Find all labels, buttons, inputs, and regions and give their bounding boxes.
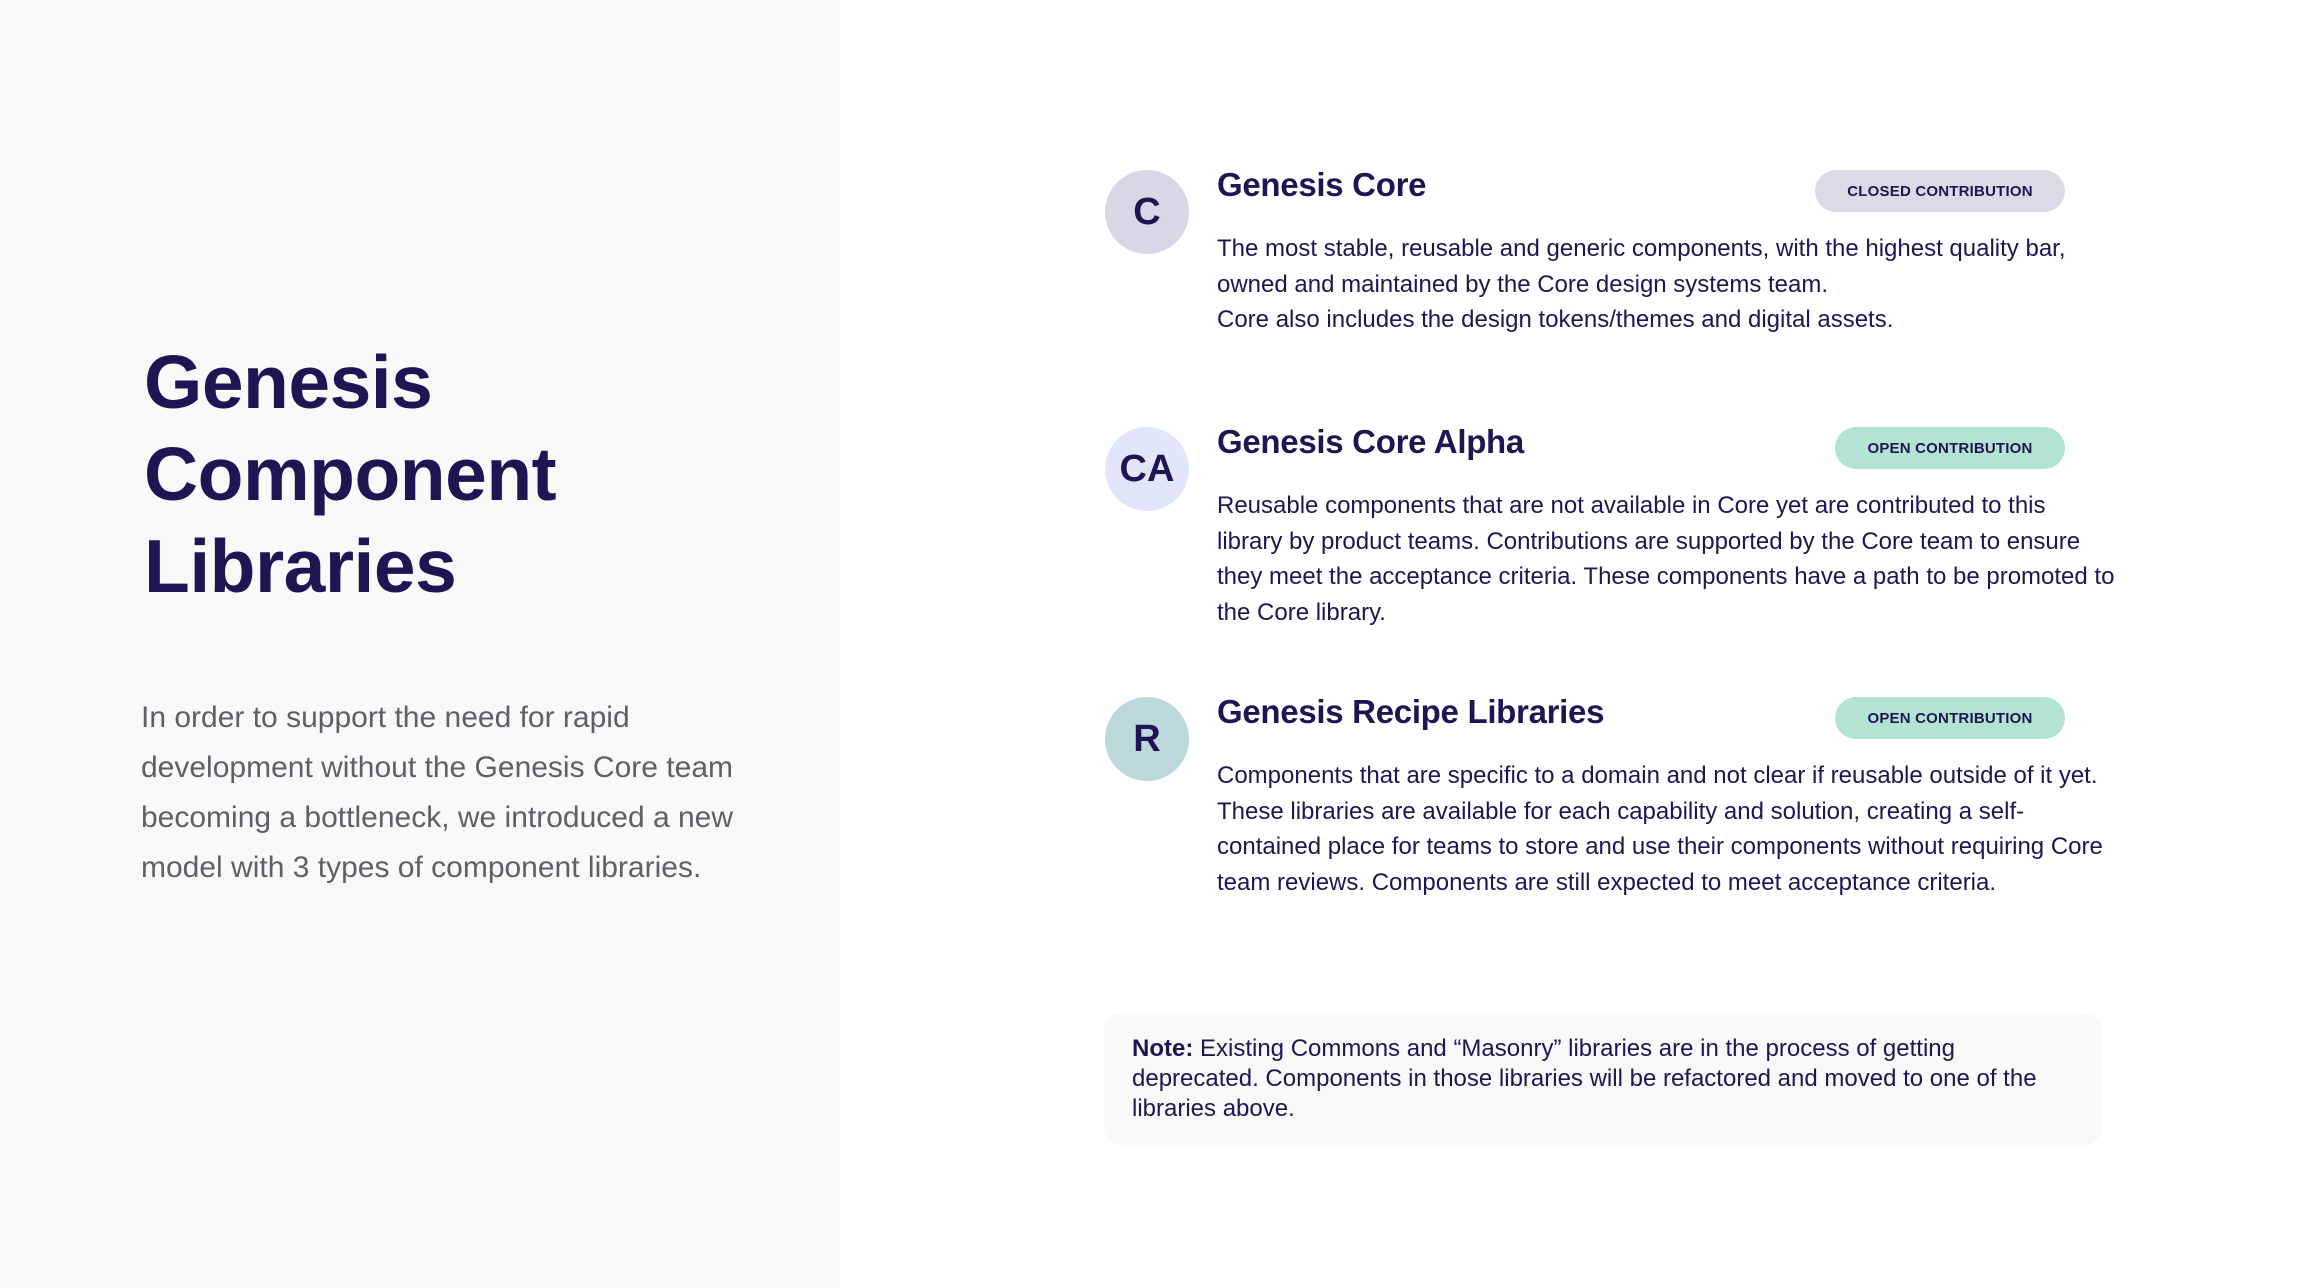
library-description [1217,231,2117,338]
note-box [1104,1013,2102,1145]
title-line-2: Component [144,432,557,516]
contribution-badge: OPEN CONTRIBUTION [1835,697,2065,739]
library-title: Genesis Recipe Libraries [1217,693,1605,730]
avatar-initials: R [1133,717,1161,760]
library-genesis-core-alpha [1105,423,2115,627]
contribution-badge: CLOSED CONTRIBUTION [1815,170,2065,212]
library-genesis-recipe [1105,693,2105,937]
description-line: The most stable, reusable and generic components, with the highest quality bar, owned and maintained by the Core design systems team. [1217,235,2066,298]
avatar-initials: CA [1119,447,1175,490]
library-title: Genesis Core [1217,166,1427,203]
avatar-core [1105,170,1189,254]
page-title [144,336,784,612]
note-label: Note: [1132,1035,1194,1062]
avatar-initials: C [1133,190,1161,233]
avatar-recipe [1105,697,1189,781]
contribution-badge: OPEN CONTRIBUTION [1835,427,2065,469]
note-body: Existing Commons and “Masonry” libraries are in the process of getting deprecated. Components in those libraries will be refactored and moved to one of the libraries above. [1132,1035,2037,1122]
title-line-1: Genesis [144,340,433,424]
intro-paragraph: In order to support the need for rapid development without the Genesis Core team becoming a bottleneck, we introduced a new model with 3 types of component libraries. [141,701,734,884]
description-line: Components that are specific to a domain and not clear if reusable outside of it yet. These libraries are available for each capability and solution, creating a self-contained place for teams to store and use their components without requiring Core team reviews. Components are still expected to meet acceptance criteria. [1217,762,2103,896]
title-line-3: Libraries [144,524,457,608]
library-title: Genesis Core Alpha [1217,423,1524,460]
note-text [1132,1034,2072,1124]
description-line: Core also includes the design tokens/themes and digital assets. [1217,306,1894,333]
left-panel [0,0,840,1288]
avatar-core-alpha [1105,427,1189,511]
library-description [1217,488,2117,630]
library-genesis-core [1105,166,2105,340]
library-description [1217,758,2117,900]
description-line: Reusable components that are not available in Core yet are contributed to this library by product teams. Contributions are supported by the Core team to ensure they meet the acceptance criteria. These components have a path to be promoted to the Core library. [1217,492,2115,626]
